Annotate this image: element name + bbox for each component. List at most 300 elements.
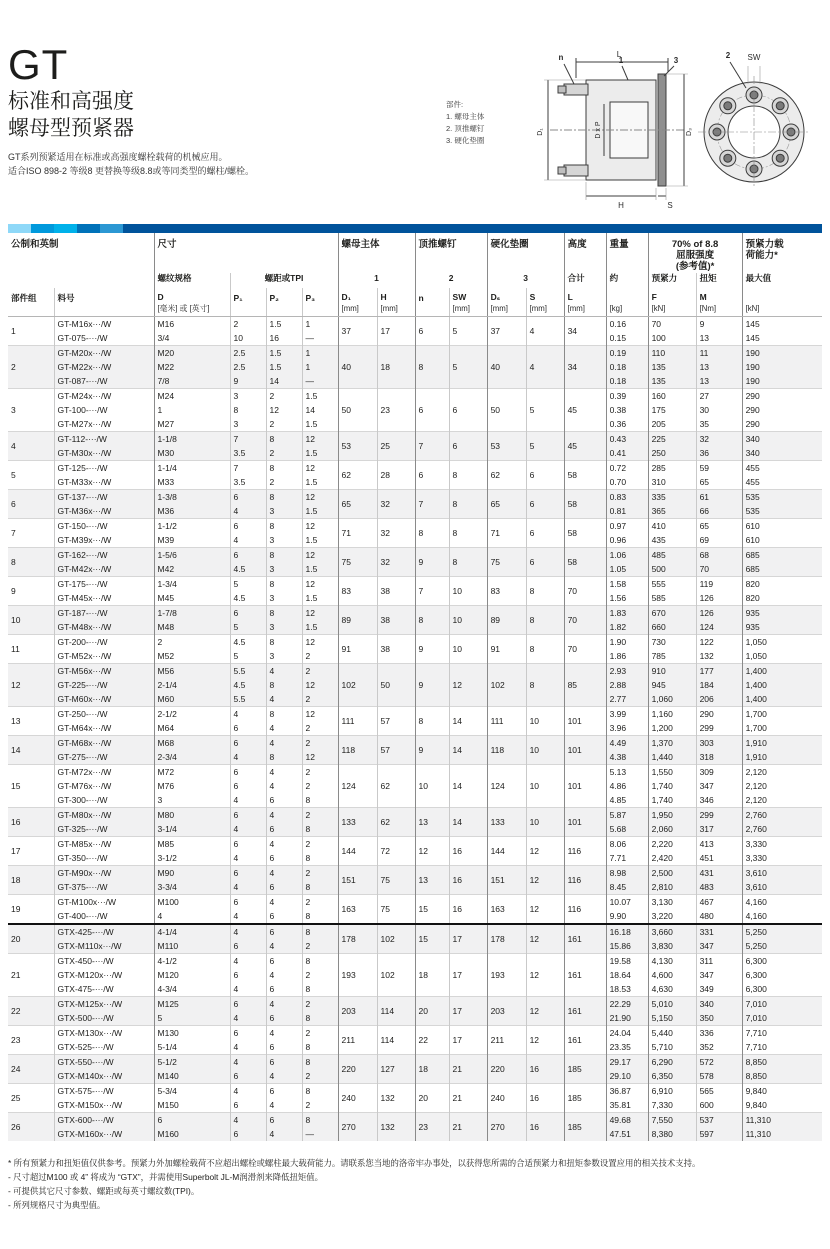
header-group-row: [8, 233, 822, 273]
accent-segment: [77, 224, 100, 233]
cell: 205: [648, 417, 696, 432]
header-approx: 约: [606, 273, 648, 288]
cell: 350: [696, 1011, 742, 1026]
cell: M64: [154, 721, 230, 736]
cell: 310: [648, 475, 696, 490]
cell: 1-3/8: [154, 490, 230, 505]
cell: 100: [648, 331, 696, 346]
cell: GT-M42x···/W: [54, 562, 154, 577]
cell: 29.10: [606, 1069, 648, 1084]
cell: M80: [154, 808, 230, 823]
cell: GTX-550-···/W: [54, 1055, 154, 1070]
cell: 65: [696, 519, 742, 534]
table-row: [8, 1026, 822, 1041]
cell: 1.5: [266, 346, 302, 361]
cell: 101: [564, 707, 606, 736]
colgroup-dimensions: 尺寸: [154, 233, 338, 273]
cell: 5,440: [648, 1026, 696, 1041]
cell: 2: [266, 475, 302, 490]
cell: 4,160: [742, 909, 822, 924]
header-spacer: [8, 273, 154, 288]
cell: 15: [415, 924, 449, 954]
cell: 12: [8, 664, 54, 707]
cell: 2.5: [230, 346, 266, 361]
cell: 15: [8, 765, 54, 808]
cell: 1,440: [648, 750, 696, 765]
cell: M110: [154, 939, 230, 954]
cell: 0.15: [606, 331, 648, 346]
cell: 349: [696, 982, 742, 997]
cell: 116: [564, 866, 606, 895]
header-item-1: 1: [338, 273, 415, 288]
table-row: [8, 317, 822, 332]
cell: 6: [230, 765, 266, 780]
cell: GT-187-···/W: [54, 606, 154, 621]
cell: 1.82: [606, 620, 648, 635]
cell: 336: [696, 1026, 742, 1041]
cell: 35: [696, 417, 742, 432]
cell: 4: [266, 837, 302, 852]
cell: 410: [648, 519, 696, 534]
cell: 6: [266, 924, 302, 939]
col-f: F [kN]: [648, 288, 696, 317]
cell: 23: [377, 389, 415, 432]
cell: 185: [564, 1084, 606, 1113]
cell: GT-M76x···/W: [54, 779, 154, 793]
cell: 15: [415, 895, 449, 925]
accent-segment: [54, 224, 77, 233]
cell: 8: [302, 982, 338, 997]
cell: 102: [377, 924, 415, 954]
cell: 161: [564, 954, 606, 997]
cell: 32: [377, 490, 415, 519]
cell: 537: [696, 1113, 742, 1128]
cell: 3.96: [606, 721, 648, 736]
cell: 331: [696, 924, 742, 939]
cell: 40: [338, 346, 377, 389]
table-row: [8, 635, 822, 650]
cell: 2.93: [606, 664, 648, 679]
cell: M130: [154, 1026, 230, 1041]
cell: 340: [742, 446, 822, 461]
cell: 27: [696, 389, 742, 404]
cell: 177: [696, 664, 742, 679]
cell: 5: [449, 346, 487, 389]
cell: 1.5: [302, 389, 338, 404]
cell: 0.18: [606, 360, 648, 374]
cell: 335: [648, 490, 696, 505]
cell: 0.19: [606, 346, 648, 361]
cell: 135: [648, 374, 696, 389]
cell: 2: [266, 446, 302, 461]
cell: GT-M27x···/W: [54, 417, 154, 432]
cell: 126: [696, 591, 742, 606]
cell: 36: [696, 446, 742, 461]
cell: 4: [230, 851, 266, 866]
col-ds: Dₛ [mm]: [487, 288, 526, 317]
cell: 2,810: [648, 880, 696, 895]
cell: 1: [154, 403, 230, 417]
cell: 0.81: [606, 504, 648, 519]
cell: 3: [8, 389, 54, 432]
cell: 4: [266, 692, 302, 707]
header-torque: 扭矩: [696, 273, 742, 288]
cell: 160: [648, 389, 696, 404]
cell: 12: [302, 490, 338, 505]
header-thread-spec: 螺纹规格: [154, 273, 230, 288]
cell: 290: [742, 403, 822, 417]
cell: 4: [266, 939, 302, 954]
cell: 18.53: [606, 982, 648, 997]
cell: 483: [696, 880, 742, 895]
cell: 10: [526, 808, 564, 837]
cell: 2: [266, 389, 302, 404]
cell: 7,010: [742, 1011, 822, 1026]
cell: GT-M22x···/W: [54, 360, 154, 374]
cell: 451: [696, 851, 742, 866]
accent-bar: [8, 224, 822, 233]
cell: 5-3/4: [154, 1084, 230, 1099]
cell: 4: [230, 707, 266, 722]
cell: 17: [449, 997, 487, 1026]
cell: 3: [266, 562, 302, 577]
cell: GT-112-···/W: [54, 432, 154, 447]
cell: 163: [338, 895, 377, 925]
header-mid-row: [8, 273, 822, 288]
cell: 1.90: [606, 635, 648, 650]
cell: 1: [302, 360, 338, 374]
cell: M39: [154, 533, 230, 548]
table-body: [8, 317, 822, 1142]
cell: 85: [564, 664, 606, 707]
cell: 670: [648, 606, 696, 621]
cell: 500: [648, 562, 696, 577]
table-row: [8, 765, 822, 780]
cell: 23: [415, 1113, 449, 1142]
cell: 62: [377, 765, 415, 808]
cell: 5.87: [606, 808, 648, 823]
cell: M36: [154, 504, 230, 519]
cell: 17: [8, 837, 54, 866]
cell: 118: [338, 736, 377, 765]
cell: 8: [302, 1084, 338, 1099]
cell: 1.5: [302, 417, 338, 432]
table-row: [8, 577, 822, 592]
cell: 118: [487, 736, 526, 765]
cell: 600: [696, 1098, 742, 1113]
cell: GT-162-···/W: [54, 548, 154, 563]
cell: GT-M20x···/W: [54, 346, 154, 361]
table-row: [8, 432, 822, 447]
callout-1: 1: [618, 56, 624, 65]
cell: 5.13: [606, 765, 648, 780]
cell: GT-100-···/W: [54, 403, 154, 417]
cell: 47.51: [606, 1127, 648, 1141]
cell: 12: [302, 606, 338, 621]
cell: 69: [696, 533, 742, 548]
cell: 75: [487, 548, 526, 577]
cell: 8: [266, 678, 302, 692]
cell: 4: [266, 808, 302, 823]
cell: 9: [415, 635, 449, 664]
cell: 12: [302, 750, 338, 765]
cell: 40: [487, 346, 526, 389]
cell: 610: [742, 519, 822, 534]
footnote-4: - 所列规格尺寸为典型值。: [8, 1199, 106, 1210]
cell: 11: [696, 346, 742, 361]
cell: 2.77: [606, 692, 648, 707]
cell: 101: [564, 736, 606, 765]
cell: 70: [648, 317, 696, 332]
cell: 6,300: [742, 982, 822, 997]
cell: 1: [302, 317, 338, 332]
cell: 185: [564, 1113, 606, 1142]
cell: —: [302, 374, 338, 389]
cell: 7.71: [606, 851, 648, 866]
cell: 2: [302, 968, 338, 982]
cell: 91: [338, 635, 377, 664]
cell: M27: [154, 417, 230, 432]
cell: GT-M30x···/W: [54, 446, 154, 461]
cell: 0.43: [606, 432, 648, 447]
cell: GT-M100x···/W: [54, 895, 154, 910]
col-part-group: 部件组: [8, 288, 54, 317]
diagram-legend: [446, 99, 524, 147]
cell: 49.68: [606, 1113, 648, 1128]
cell: 17: [449, 1026, 487, 1055]
cell: 6: [415, 317, 449, 346]
cell: 1,700: [742, 721, 822, 736]
cell: 9: [8, 577, 54, 606]
col-h: H [mm]: [377, 288, 415, 317]
cell: GT-M85x···/W: [54, 837, 154, 852]
cell: 37: [487, 317, 526, 346]
callout-2: 2: [725, 51, 731, 60]
cell: 145: [742, 331, 822, 346]
cell: 6: [266, 1084, 302, 1099]
cell: GTX-M150x···/W: [54, 1098, 154, 1113]
cell: 5.68: [606, 822, 648, 837]
cell: 7: [415, 490, 449, 519]
cell: 225: [648, 432, 696, 447]
cell: 135: [648, 360, 696, 374]
cell: 0.38: [606, 403, 648, 417]
cell: 132: [377, 1084, 415, 1113]
cell: 4: [266, 736, 302, 751]
cell: 3.5: [230, 475, 266, 490]
cell: 4: [230, 954, 266, 969]
cell: 3: [266, 533, 302, 548]
cell: GTX-M130x···/W: [54, 1026, 154, 1041]
cell: 206: [696, 692, 742, 707]
cell: 10: [526, 736, 564, 765]
cell: 22: [415, 1026, 449, 1055]
description-line1: GT系列预紧适用在标准或高强度螺栓载荷的机械应用。: [8, 151, 228, 162]
cell: 21: [449, 1084, 487, 1113]
cell: 6: [266, 851, 302, 866]
cell: 14: [8, 736, 54, 765]
cell: 4.5: [230, 591, 266, 606]
cell: 12: [302, 461, 338, 476]
cell: 70: [564, 577, 606, 606]
cell: 2: [230, 317, 266, 332]
cell: 211: [338, 1026, 377, 1055]
cell: 4: [266, 664, 302, 679]
cell: 1,910: [742, 750, 822, 765]
cell: 3: [154, 793, 230, 808]
cell: M120: [154, 968, 230, 982]
cell: GT-400-···/W: [54, 909, 154, 924]
cell: 12: [302, 635, 338, 650]
cell: 4.49: [606, 736, 648, 751]
cell: 114: [377, 997, 415, 1026]
cell: 6: [230, 837, 266, 852]
cell: 13: [415, 866, 449, 895]
cell: 17: [449, 924, 487, 954]
cell: 1,050: [742, 649, 822, 664]
cell: 4-3/4: [154, 982, 230, 997]
cell: 6: [526, 519, 564, 548]
header-total: 合计: [564, 273, 606, 288]
cell: 89: [338, 606, 377, 635]
cell: 12: [415, 837, 449, 866]
cell: 4.5: [230, 635, 266, 650]
cell: 122: [696, 635, 742, 650]
cell: 730: [648, 635, 696, 650]
cell: 4: [230, 793, 266, 808]
colgroup-nut-body: 螺母主体: [338, 233, 415, 273]
cell: 124: [696, 620, 742, 635]
cell: 3,830: [648, 939, 696, 954]
cell: 21: [449, 1113, 487, 1142]
cell: 16: [266, 331, 302, 346]
cell: 5.5: [230, 692, 266, 707]
cell: 9,840: [742, 1098, 822, 1113]
cell: 28: [377, 461, 415, 490]
cell: 820: [742, 577, 822, 592]
cell: GTX-M160x···/W: [54, 1127, 154, 1141]
cell: 1.58: [606, 577, 648, 592]
cell: 1,950: [648, 808, 696, 823]
table-row: [8, 954, 822, 969]
dim-label-SW: SW: [747, 53, 761, 62]
cell: 8: [415, 707, 449, 736]
cell: 2: [302, 1069, 338, 1084]
cell: GT-M80x···/W: [54, 808, 154, 823]
cell: 12: [526, 866, 564, 895]
cell: 58: [564, 490, 606, 519]
cell: 6: [266, 982, 302, 997]
cell: 2,760: [742, 808, 822, 823]
cell: 10: [8, 606, 54, 635]
cell: GTX-575-···/W: [54, 1084, 154, 1099]
cell: 935: [742, 620, 822, 635]
cell: 62: [338, 461, 377, 490]
cell: 20: [415, 997, 449, 1026]
cell: 145: [742, 317, 822, 332]
cell: 6: [8, 490, 54, 519]
cell: 12: [526, 895, 564, 925]
cell: 36.87: [606, 1084, 648, 1099]
colgroup-height: 高度: [564, 233, 606, 273]
table-row: [8, 997, 822, 1012]
cell: 1-1/8: [154, 432, 230, 447]
cell: 16: [526, 1084, 564, 1113]
cell: 2: [302, 664, 338, 679]
cell: 163: [487, 895, 526, 925]
cell: 3-3/4: [154, 880, 230, 895]
cell: 32: [696, 432, 742, 447]
cell: 16: [8, 808, 54, 837]
cell: 6: [449, 432, 487, 461]
cell: 311: [696, 954, 742, 969]
cell: M72: [154, 765, 230, 780]
cell: 62: [487, 461, 526, 490]
cell: 8,380: [648, 1127, 696, 1141]
cell: 346: [696, 793, 742, 808]
page-subtitle-line1: 标准和高强度: [8, 90, 134, 113]
cell: 16: [449, 895, 487, 925]
cell: 2: [302, 779, 338, 793]
cell: 8: [266, 707, 302, 722]
page-header: [8, 0, 822, 222]
cell: 18: [415, 1055, 449, 1084]
cell: 4: [266, 1098, 302, 1113]
cell: 3/4: [154, 331, 230, 346]
cell: 102: [338, 664, 377, 707]
cell: 1.5: [302, 446, 338, 461]
cell: 101: [564, 808, 606, 837]
cell: 2,760: [742, 822, 822, 837]
cell: 58: [564, 519, 606, 548]
cell: 2-1/2: [154, 707, 230, 722]
cell: 11,310: [742, 1113, 822, 1128]
cell: 413: [696, 837, 742, 852]
cell: 3: [230, 417, 266, 432]
cell: 22: [8, 997, 54, 1026]
cell: 10: [415, 765, 449, 808]
table-row: [8, 1055, 822, 1070]
cell: 535: [742, 490, 822, 505]
cell: 6: [526, 548, 564, 577]
cell: 6: [230, 606, 266, 621]
cell: 3,660: [648, 924, 696, 939]
cell: 11: [8, 635, 54, 664]
cell: 26: [8, 1113, 54, 1142]
cell: 2: [302, 721, 338, 736]
cell: 5: [8, 461, 54, 490]
cell: 6,910: [648, 1084, 696, 1099]
cell: 6: [230, 1026, 266, 1041]
cell: 7,710: [742, 1026, 822, 1041]
cell: 14: [449, 765, 487, 808]
product-diagram: [446, 44, 822, 222]
cell: GT-225-···/W: [54, 678, 154, 692]
cell: 4: [230, 880, 266, 895]
cell: 1.5: [302, 475, 338, 490]
cell: 15.86: [606, 939, 648, 954]
cell: 1.5: [266, 360, 302, 374]
cell: M90: [154, 866, 230, 881]
table-row: [8, 895, 822, 910]
cell: 22.29: [606, 997, 648, 1012]
cell: 7: [8, 519, 54, 548]
cell: 13: [696, 331, 742, 346]
cell: 6: [230, 1127, 266, 1141]
cell: 8: [449, 519, 487, 548]
table-row: [8, 461, 822, 476]
cell: 8.98: [606, 866, 648, 881]
